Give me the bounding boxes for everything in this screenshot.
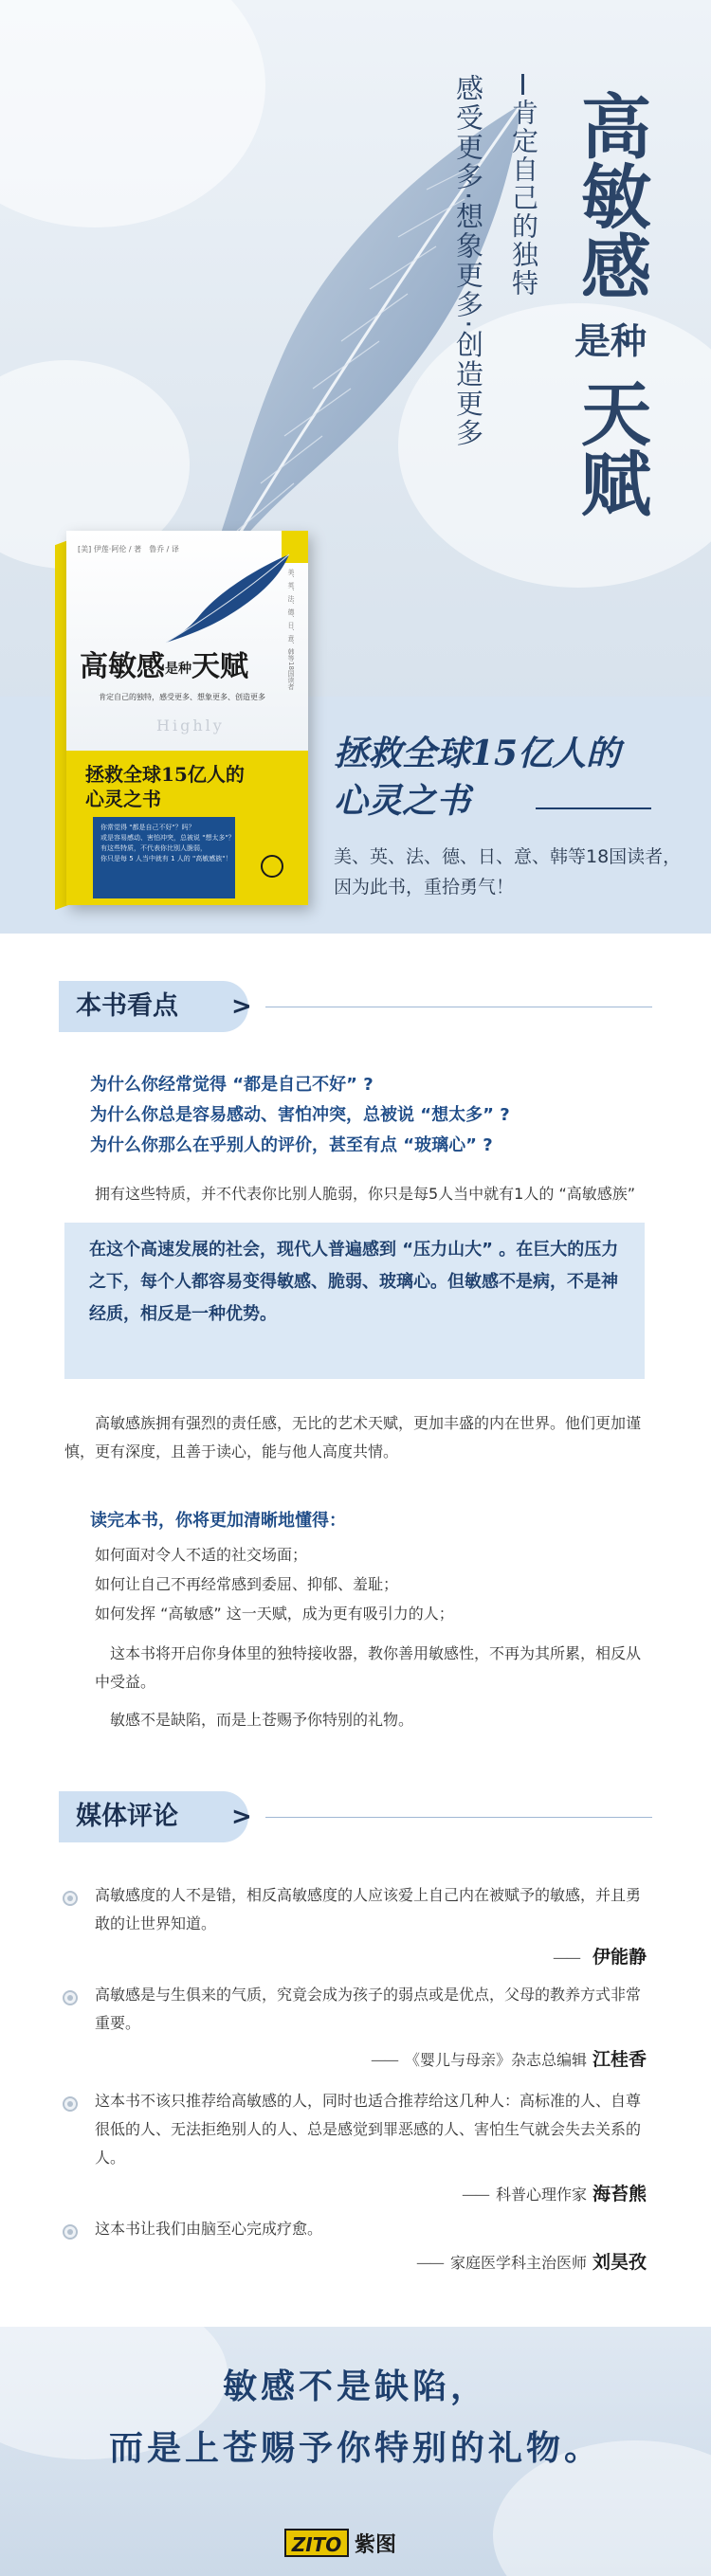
book-title (80, 643, 248, 684)
review-text: 这本书不该只推荐给高敏感的人，同时也适合推荐给这几种人：高标准的人、自尊很低的人、无法拒绝别人的人、总是感觉到罪恶感的人、害怕生气就会失去关系的人。 (95, 2092, 642, 2167)
book-blurb-line: 你只是每 5 人当中就有 1 人的 "高敏感族"！ (100, 855, 232, 862)
brand-logo (284, 2529, 396, 2557)
band-title-line-2: 心灵之书 (334, 781, 471, 821)
book-title-small: 是种 (165, 662, 191, 677)
book-tagline: 肯定自己的独特，感受更多、想象更多、创造更多 (99, 693, 265, 701)
brand-logo-mark: ZITO (284, 2529, 349, 2557)
question-3: 为什么你那么在乎别人的评价，甚至有点 “玻璃心” ? (90, 1135, 493, 1155)
hero-title-bottom: 天赋 (570, 377, 651, 517)
review-signature (462, 2180, 647, 2205)
section-heading-label: 媒体评论 (59, 1791, 248, 1842)
signature-dash: —— (370, 2051, 397, 2069)
footer-line-2: 而是上苍赐予你特别的礼物。 (108, 2428, 602, 2468)
benefit-item: 如何让自己不再经常感到委屈、抑郁、羞耻； (95, 1575, 399, 1593)
book-blurb-line: 有这些特质，不代表你比别人脆弱， (100, 844, 207, 852)
slogan-line-2: 感受更多·想象更多·创造更多 (452, 74, 484, 448)
reviewer-name: 江桂香 (592, 2049, 647, 2070)
reviewer-name: 伊能静 (592, 1947, 647, 1968)
review-text: 高敏感是与生俱来的气质，究竟会成为孩子的弱点或是优点，父母的教养方式非常重要。 (95, 1986, 642, 2032)
book-yellow-title-1: 拯救全球15亿人的 (85, 763, 245, 786)
review-signature (553, 1943, 647, 1968)
paragraph-gift: 敏感不是缺陷，而是上苍赐予你特别的礼物。 (110, 1711, 414, 1729)
section-divider (265, 1817, 652, 1818)
book-blurb-line: 你常觉得 "都是自己不好"？吗？ (100, 824, 195, 831)
reading-benefits-heading: 读完本书，你将更加清晰地懂得： (90, 1511, 346, 1531)
section-heading-label: 本书看点 (59, 981, 248, 1032)
paragraph-receiver: 这本书将开启你身体里的独特接收器，教你善用敏感性，不再为其所累，相反从中受益。 (95, 1644, 642, 1691)
band-title (334, 730, 620, 825)
reviewer-role: 家庭医学科主治医师 (449, 2254, 587, 2272)
publisher-logo-icon (261, 855, 283, 878)
review-signature (371, 2045, 647, 2071)
bullet-icon (63, 2224, 78, 2240)
band-title-line-1: 拯救全球15亿人的 (334, 734, 621, 773)
chevron-right-icon: > (231, 1803, 252, 1831)
slogan-bar (521, 74, 524, 95)
book-yellow-title (85, 762, 245, 811)
hero-title (565, 72, 656, 531)
book-side-text: 美、英、法、德、日、意、韩等18国读者 (287, 569, 295, 690)
brand-name: 紫图 (355, 2532, 397, 2557)
footer-line-1: 敏感不是缺陷， (222, 2367, 488, 2406)
band-text: 美、英、法、德、日、意、韩等18国读者，因为此书，重拾勇气！ (334, 846, 682, 898)
paragraph-traits: 高敏感族拥有强烈的责任感，无比的艺术天赋，更加丰盛的内在世界。他们更加谨慎，更有深度，且善于读心，能与他人高度共情。 (64, 1414, 642, 1460)
book-author: [美] 伊莲·阿伦 / 著 鲁乔 / 译 (78, 545, 179, 553)
book-blurb-box (93, 817, 235, 898)
paragraph-intro: 拥有这些特质，并不代表你比别人脆弱，你只是每5人当中就有1人的 “高敏感族” (95, 1185, 636, 1203)
book-yellow-title-2: 心灵之书 (85, 788, 161, 810)
book-english-title: Highly (156, 717, 225, 735)
bullet-icon (63, 1891, 78, 1906)
book-cover (66, 531, 308, 905)
bullet-icon (63, 2096, 78, 2112)
benefit-item: 如何发挥 “高敏感” 这一天赋，成为更有吸引力的人； (95, 1605, 454, 1623)
book-blurb-line: 或是容易感动、害怕冲突，总被说 "想太多"？ (100, 834, 235, 842)
signature-dash: —— (415, 2254, 443, 2272)
question-1: 为什么你经常觉得 “都是自己不好” ? (90, 1075, 374, 1095)
book-title-main: 高敏感 (80, 650, 165, 683)
book-feather-icon (161, 550, 294, 644)
highlight-text: 在这个高速发展的社会，现代人普遍感到 “压力山大” 。在巨大的压力之下，每个人都容易变得敏感、脆弱、玻璃心。但敏感不是病，不是神经质，相反是一种优势。 (89, 1240, 619, 1324)
review-signature (416, 2248, 647, 2274)
hero-title-top: 高敏感 (570, 90, 651, 300)
review-text: 这本书让我们由脑至心完成疗愈。 (95, 2220, 323, 2238)
chevron-right-icon: > (231, 992, 252, 1021)
band-rule (536, 807, 651, 809)
reviewer-role: 科普心理作家 (495, 2186, 587, 2204)
signature-dash: —— (461, 2186, 488, 2204)
review-text: 高敏感度的人不是错，相反高敏感度的人应该爱上自己内在被赋予的敏感，并且勇敢的让世界知道。 (95, 1886, 642, 1932)
signature-dash: —— (552, 1949, 579, 1967)
reviewer-role: 《婴儿与母亲》杂志总编辑 (404, 2051, 587, 2069)
book-cover-image (66, 531, 308, 905)
benefit-item: 如何面对令人不适的社交场面； (95, 1546, 308, 1564)
hero-title-mid: 是种 (574, 319, 647, 362)
slogan-line-1: 肯定自己的独特 (508, 99, 539, 298)
book-title-end: 天赋 (191, 650, 248, 683)
reviewer-name: 刘昊孜 (592, 2252, 647, 2273)
reviewer-name: 海苔熊 (592, 2184, 647, 2204)
section-heading-highlights (59, 981, 263, 1032)
bullet-icon (63, 1990, 78, 2005)
section-heading-reviews (59, 1791, 263, 1842)
question-2: 为什么你总是容易感动、害怕冲突，总被说 “想太多” ? (90, 1105, 510, 1125)
